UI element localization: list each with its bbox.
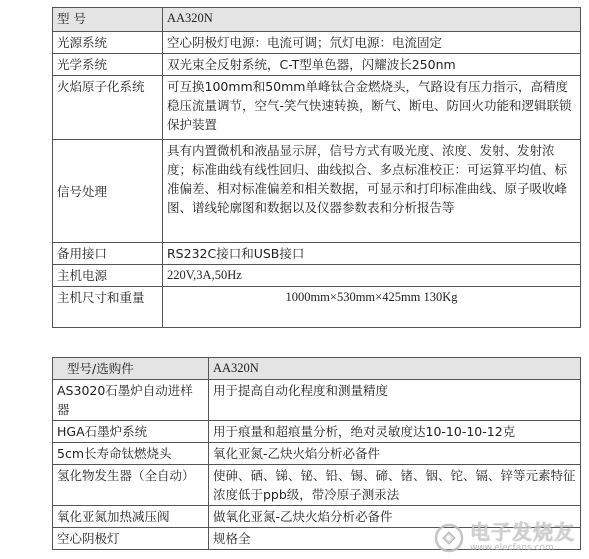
row-value: 双光束全反射系统，C-T型单色器，闪耀波长250nm (163, 54, 581, 76)
row-key: 空心阴极灯 (53, 528, 209, 550)
row-value: 可互换100mm和50mm单峰钛合金燃烧头，气路设有压力指示，高精度稳压流量调节，空气-笑气快速转换，断气、断电、防回火功能和逻辑联锁保护装置 (163, 76, 581, 140)
row-key: 光源系统 (53, 32, 163, 54)
watermark-text-cn: 电子发烧友 (470, 520, 575, 544)
row-key: 主机电源 (53, 265, 163, 287)
row-key: 氧化亚氮加热减压阀 (53, 506, 209, 528)
row-key: 信号处理 (53, 140, 163, 243)
header-value: AA320N (163, 8, 581, 32)
row-value: 空心阴极灯电源：电流可调；氘灯电源：电流固定 (163, 32, 581, 54)
row-value: 用于痕量和超痕量分析，绝对灵敏度达10-10-10-12克 (209, 421, 581, 443)
row-value: 具有内置微机和液晶显示屏，信号方式有吸光度、浓度、发射、发射浓度；标准曲线有线性回归、曲线拟合、多点标准校正：可运算平均值、标准偏差、相对标准偏差和相关数据，可显示和打印标准曲线、原子吸收峰图、谱线轮廓图和数据以及仪器参数表和分析报告等 (163, 140, 581, 243)
site-watermark (434, 522, 575, 553)
table-row (53, 287, 581, 328)
row-key: 5cm长寿命钛燃烧头 (53, 443, 209, 465)
table-row (53, 54, 581, 76)
row-value: 用于提高自动化程度和测量精度 (209, 380, 581, 421)
table-row (53, 265, 581, 287)
table-row (53, 140, 581, 243)
spec-table-main (52, 7, 581, 328)
row-value: 1000mm×530mm×425mm 130Kg (163, 287, 581, 328)
row-value: 氧化亚氮-乙炔火焰分析必备件 (209, 443, 581, 465)
table-row (53, 32, 581, 54)
row-value: 220V,3A,50Hz (163, 265, 581, 287)
table-row (53, 443, 581, 465)
watermark-logo-icon (434, 523, 464, 553)
watermark-text-en: www.elecfans.com (470, 543, 554, 553)
row-value: 规格全 (209, 528, 581, 550)
row-key: 氢化物发生器（全自动） (53, 465, 209, 506)
row-key: 火焰原子化系统 (53, 76, 163, 140)
table-row (53, 380, 581, 421)
header-key: 型 号 (53, 8, 163, 32)
options-table-header-row (53, 358, 581, 380)
header-value: AA320N (209, 358, 581, 380)
table-row (53, 421, 581, 443)
row-key: 光学系统 (53, 54, 163, 76)
row-key: 备用接口 (53, 243, 163, 265)
row-value: RS232C接口和USB接口 (163, 243, 581, 265)
table-row (53, 465, 581, 506)
row-value: 做氧化亚氮-乙炔火焰分析必备件 (209, 506, 581, 528)
row-value: 使砷、硒、锑、铋、铅、锡、碲、锗、铟、铊、镉、锌等元素特征浓度低于ppb级，带冷原子测汞法 (209, 465, 581, 506)
row-key: AS3020石墨炉自动进样器 (53, 380, 209, 421)
row-key: HGA石墨炉系统 (53, 421, 209, 443)
row-key: 主机尺寸和重量 (53, 287, 163, 328)
table-row (53, 76, 581, 140)
spec-table-header-row (53, 8, 581, 32)
header-key: 型号/选购件 (53, 358, 209, 380)
table-row (53, 243, 581, 265)
